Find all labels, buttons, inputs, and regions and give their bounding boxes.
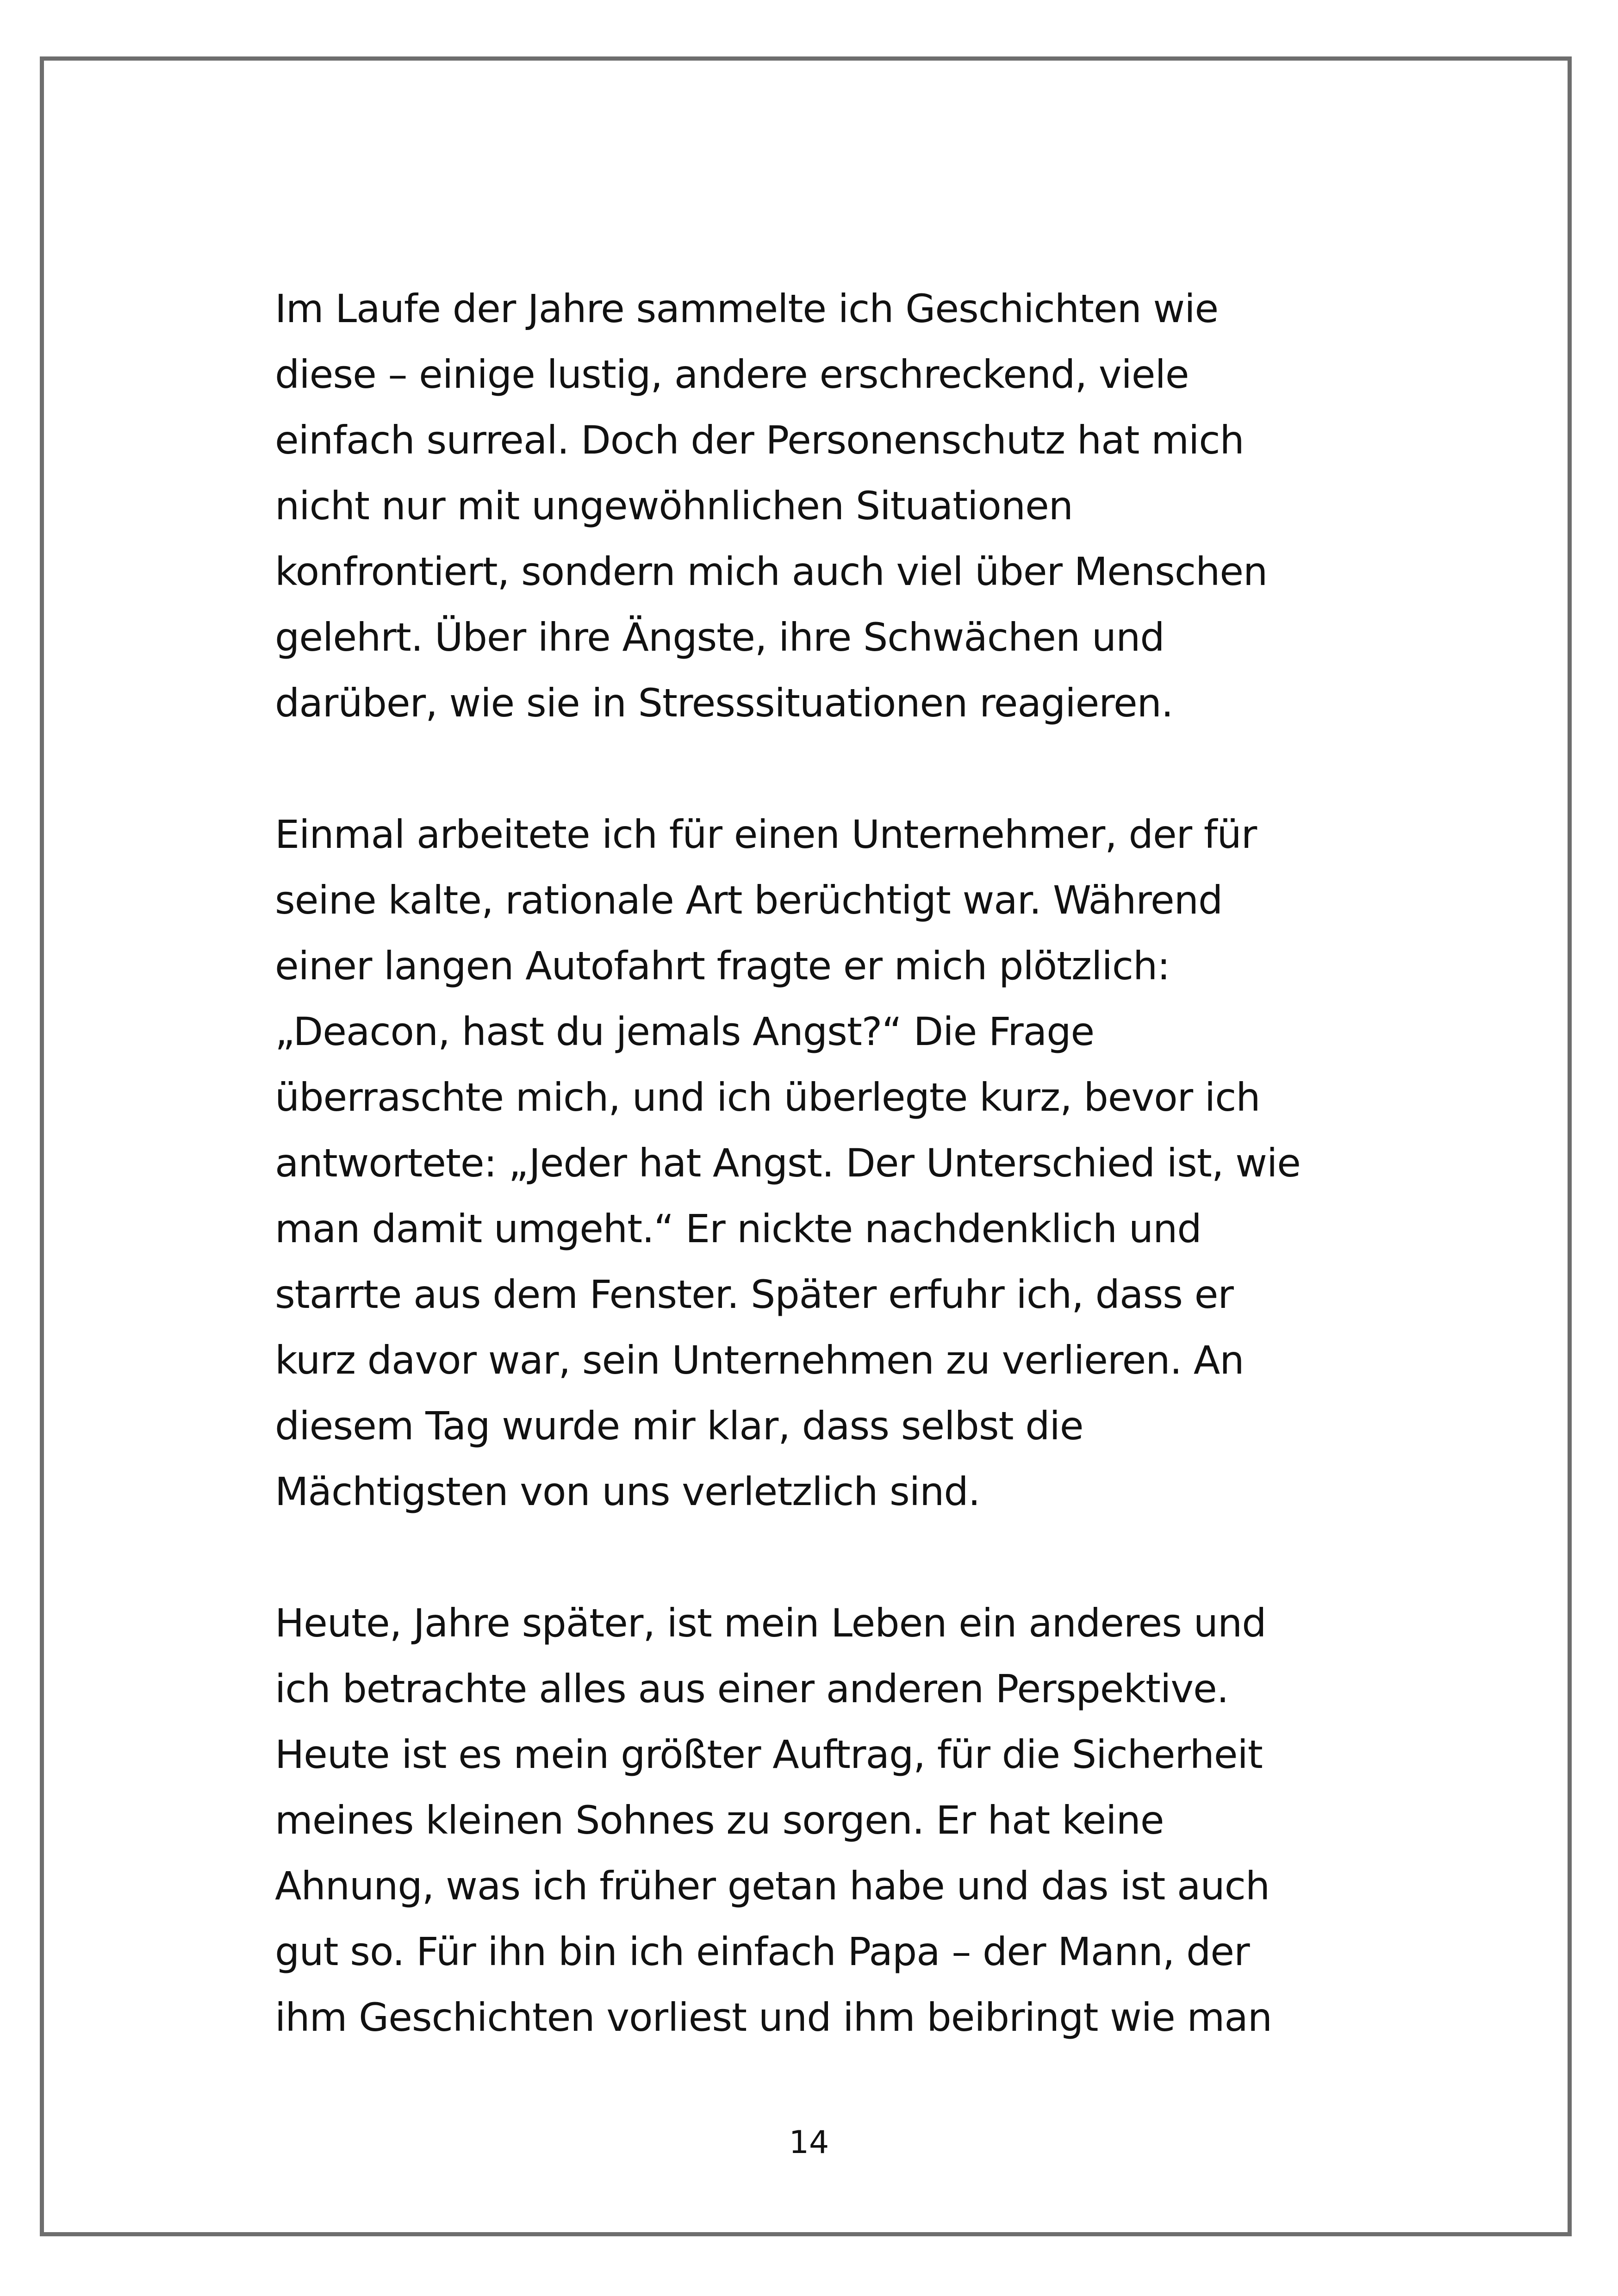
text-line: Heute, Jahre später, ist mein Leben ein anderes und: [275, 1600, 1266, 1646]
text-line: überraschte mich, und ich überlegte kurz, bevor ich: [275, 1075, 1260, 1120]
text-line: diesem Tag wurde mir klar, dass selbst die: [275, 1403, 1083, 1449]
text-line: nicht nur mit ungewöhnlichen Situationen: [275, 483, 1073, 529]
body-text: [275, 276, 1386, 2050]
paragraph-3: [275, 1590, 1386, 2050]
text-line: einfach surreal. Doch der Personenschutz hat mich: [275, 417, 1244, 463]
text-line: Im Laufe der Jahre sammelte ich Geschichten wie: [275, 286, 1219, 331]
text-line: Heute ist es mein größter Auftrag, für die Sicherheit: [275, 1732, 1263, 1777]
text-line: man damit umgeht.“ Er nickte nachdenklich und: [275, 1206, 1201, 1251]
text-line: Mächtigsten von uns verletzlich sind.: [275, 1469, 980, 1514]
text-line: gelehrt. Über ihre Ängste, ihre Schwächen und: [275, 615, 1164, 660]
text-line: Ahnung, was ich früher getan habe und das ist auch: [275, 1863, 1270, 1909]
text-line: gut so. Für ihn bin ich einfach Papa – der Mann, der: [275, 1929, 1250, 1974]
text-line: seine kalte, rationale Art berüchtigt war. Während: [275, 877, 1223, 923]
text-line: kurz davor war, sein Unternehmen zu verlieren. An: [275, 1338, 1244, 1383]
text-line: diese – einige lustig, andere erschreckend, viele: [275, 352, 1189, 397]
text-line: starrte aus dem Fenster. Später erfuhr ich, dass er: [275, 1272, 1233, 1317]
text-line: darüber, wie sie in Stresssituationen reagieren.: [275, 680, 1173, 726]
text-line: ihm Geschichten vorliest und ihm beibringt wie man: [275, 1995, 1272, 2040]
text-line: einer langen Autofahrt fragte er mich plötzlich:: [275, 943, 1170, 989]
text-line: ich betrachte alles aus einer anderen Perspektive.: [275, 1666, 1229, 1711]
text-line: Einmal arbeitete ich für einen Unternehmer, der für: [275, 812, 1257, 857]
text-line: „Deacon, hast du jemals Angst?“ Die Frage: [275, 1009, 1095, 1054]
text-line: antwortete: „Jeder hat Angst. Der Unterschied ist, wie: [275, 1140, 1301, 1186]
paragraph-2: [275, 802, 1386, 1524]
text-line: konfrontiert, sondern mich auch viel über Menschen: [275, 549, 1268, 594]
text-line: meines kleinen Sohnes zu sorgen. Er hat keine: [275, 1798, 1164, 1843]
paragraph-1: [275, 276, 1386, 736]
page-number: 14: [789, 2124, 829, 2161]
